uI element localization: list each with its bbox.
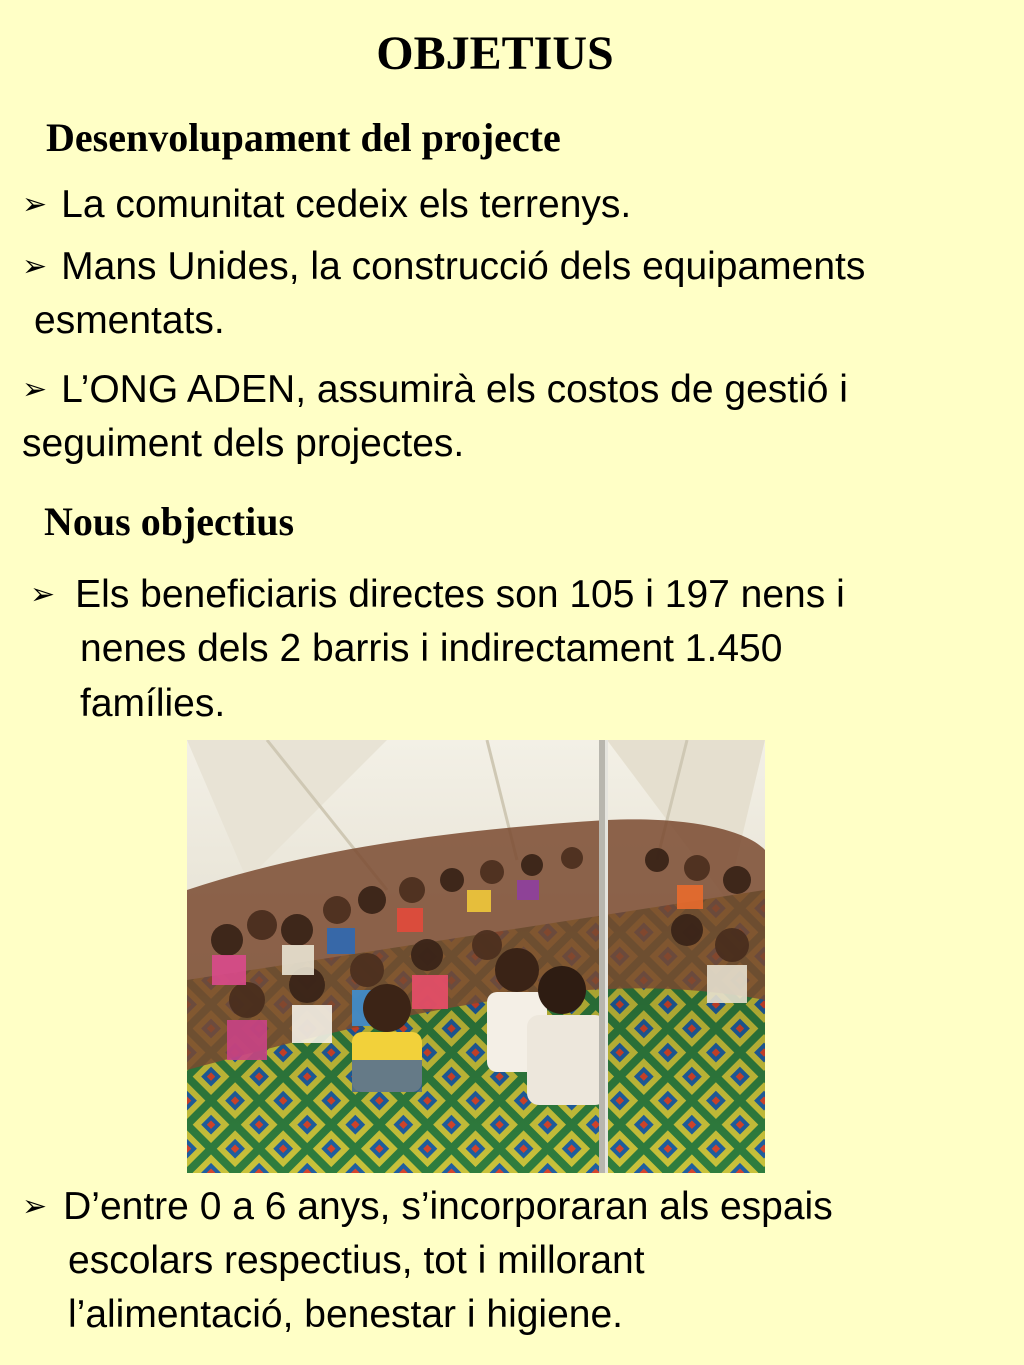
bullet-mans-unides — [22, 240, 865, 294]
section-heading-nous-objectius: Nous objectius — [44, 499, 295, 544]
arrow-bullet-icon: ➢ — [22, 188, 48, 221]
arrow-bullet-icon: ➢ — [22, 250, 48, 283]
page-title: OBJETIUS — [376, 27, 614, 80]
section-heading-desenvolupament: Desenvolupament del projecte — [46, 115, 561, 160]
bullet-ong-aden-continuation: seguiment dels projectes. — [22, 422, 465, 465]
bullet-ong-aden — [22, 363, 848, 417]
bullet-beneficiaris-text: Els beneficiaris directes son 105 i 197 nens i — [75, 573, 845, 616]
bullet-ong-aden-text: L’ONG ADEN, assumirà els costos de gestió i — [61, 368, 848, 411]
arrow-bullet-icon: ➢ — [30, 578, 56, 611]
bullet-beneficiaris — [30, 568, 845, 622]
bullet-comunitat-text: La comunitat cedeix els terrenys. — [61, 183, 632, 226]
bullet-comunitat — [22, 178, 631, 232]
bullet-beneficiaris-line2: nenes dels 2 barris i indirectament 1.450 — [80, 627, 783, 670]
bullet-beneficiaris-line3: famílies. — [80, 682, 226, 725]
bullet-dentre — [22, 1180, 833, 1234]
bullet-mans-unides-text: Mans Unides, la construcció dels equipaments — [61, 245, 866, 288]
bullet-mans-unides-continuation: esmentats. — [34, 299, 225, 342]
children-in-tent-photo — [187, 740, 765, 1173]
bullet-dentre-text: D’entre 0 a 6 anys, s’incorporaran als espais — [63, 1185, 833, 1228]
arrow-bullet-icon: ➢ — [22, 1190, 48, 1223]
bullet-dentre-line2: escolars respectius, tot i millorant — [68, 1239, 645, 1282]
bullet-dentre-line3: l’alimentació, benestar i higiene. — [68, 1293, 623, 1336]
arrow-bullet-icon: ➢ — [22, 373, 48, 406]
photo-children-in-tent-icon — [187, 740, 765, 1173]
